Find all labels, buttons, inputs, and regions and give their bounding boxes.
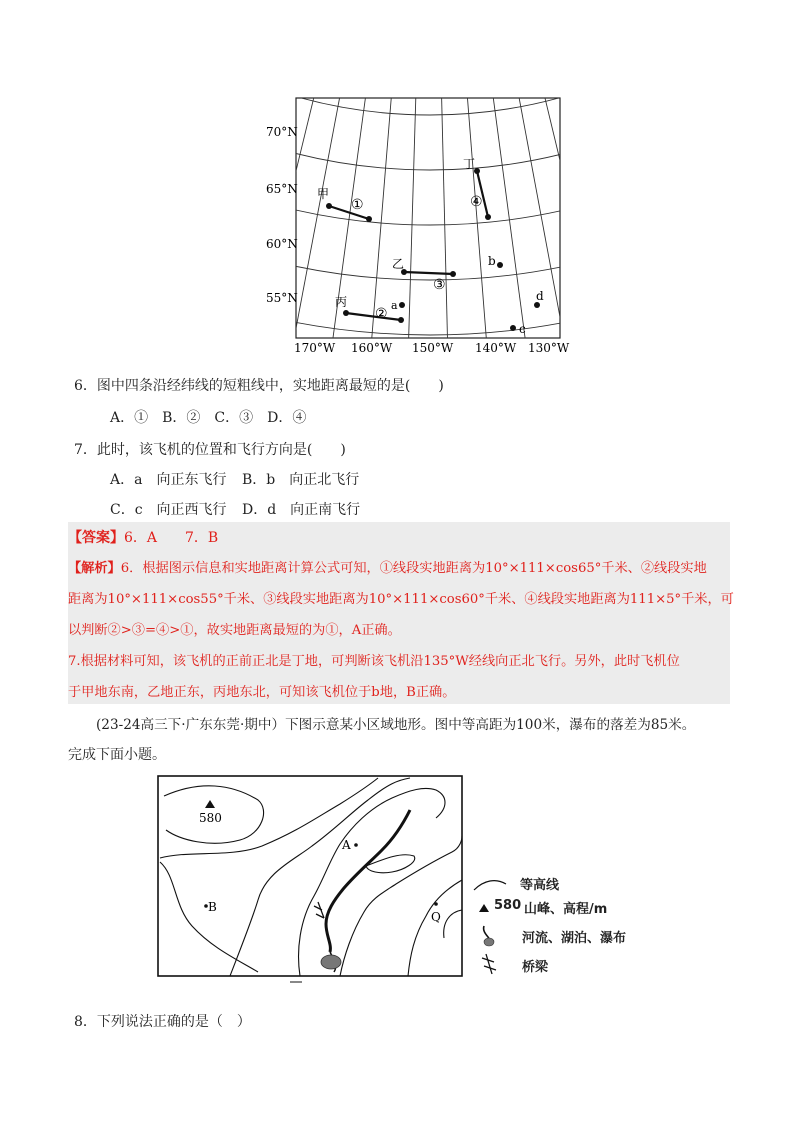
intro-line-1: (23-24高三下·广东东莞·期中）下图示意某小区域地形。图中等高距为100米，瀑布的落差为85米。: [96, 717, 696, 733]
q7-option-d: D．d 向正南飞行: [242, 502, 361, 518]
parallel-55: [250, 90, 590, 280]
contour-svg: [150, 768, 650, 988]
lat-label-55: 55°N: [266, 291, 298, 305]
point-jia: [326, 203, 332, 209]
contour-map: [150, 768, 650, 988]
contour-mid-3: [340, 836, 462, 976]
label-segment-1: ①: [351, 197, 364, 213]
legend-water-label: 河流、湖泊、瀑布: [522, 931, 627, 946]
point-jia-end: [366, 216, 372, 222]
point-q-dot: [434, 902, 438, 906]
intro-line-2: 完成下面小题。: [68, 747, 166, 763]
label-jia: 甲: [317, 187, 330, 201]
analysis-line-1: [68, 559, 707, 579]
bridge-icon: [314, 902, 324, 918]
lon-label-170: 170°W: [294, 341, 336, 355]
lat-label-65: 65°N: [266, 182, 298, 196]
q7-stem: 7．此时，该飞机的位置和飞行方向是( ): [74, 442, 346, 458]
label-point-a: A: [342, 838, 351, 852]
contour-right-1: [408, 880, 462, 976]
answer-text: 6．A 7．B: [124, 530, 219, 546]
q7-option-c: C．c 向正西飞行: [110, 502, 227, 518]
point-bing-end: [398, 317, 404, 323]
point-a: [399, 302, 405, 308]
answer-line: [68, 528, 218, 548]
label-a: a: [391, 299, 398, 312]
lon-label-140: 140°W: [475, 341, 517, 355]
analysis-line-4: 7.根据材料可知，该飞机的正前正北是丁地，可判断该飞机沿135°W经线向正北飞行。另外，此时飞机位: [68, 654, 680, 669]
answer-label: 【答案】: [68, 530, 124, 546]
graticule-map: [250, 90, 590, 360]
legend-contour-icon: [474, 881, 506, 890]
label-b: b: [488, 254, 496, 268]
label-d: d: [536, 289, 544, 303]
lon-label-160: 160°W: [351, 341, 393, 355]
legend-peak-value: 580: [494, 898, 522, 913]
contour-mid-2: [299, 788, 445, 976]
label-segment-3: ③: [433, 277, 446, 293]
q7-option-a: A．a 向正东飞行: [110, 472, 227, 488]
point-bing: [343, 310, 349, 316]
legend-lake-icon: [484, 938, 494, 946]
peak-label: 580: [199, 811, 222, 825]
legend-peak-label: 山峰、高程/m: [524, 902, 608, 917]
q8-stem: 8．下列说法正确的是（ ）: [74, 1014, 251, 1030]
label-segment-2: ②: [375, 306, 388, 322]
label-bing: 丙: [335, 295, 348, 309]
q6-options: A．① B．② C．③ D．④: [110, 410, 307, 426]
peak-triangle-icon: [205, 800, 215, 808]
legend-contour-label: 等高线: [520, 878, 560, 893]
lat-label-70: 70°N: [266, 125, 298, 139]
analysis-line-3: 以判断②>③=④>①，故实地距离最短的为①，A正确。: [68, 623, 401, 638]
point-ding-end: [485, 214, 491, 220]
parallel-65: [250, 90, 590, 170]
analysis-label: 【解析】: [68, 561, 121, 576]
label-segment-4: ④: [470, 194, 483, 210]
answer-panel: [68, 522, 730, 704]
analysis-line-5: 于甲地东南，乙地正东，丙地东北，可知该飞机位于b地，B正确。: [68, 685, 456, 700]
point-yi-end: [450, 271, 456, 277]
parallel-70: [250, 90, 590, 115]
contour-mid-1: [230, 778, 410, 976]
q6-stem: 6．图中四条沿经纬线的短粗线中，实地距离最短的是( ): [74, 378, 444, 394]
label-point-b: B: [208, 900, 217, 914]
lon-label-130: 130°W: [528, 341, 570, 355]
lon-label-150: 150°W: [412, 341, 454, 355]
legend-bridge-label: 桥梁: [522, 960, 549, 975]
lat-label-60: 60°N: [266, 237, 298, 251]
q7-option-b: B．b 向正北飞行: [242, 472, 360, 488]
legend-bridge-icon: [482, 954, 496, 974]
label-c: c: [519, 322, 526, 336]
point-c: [510, 325, 516, 331]
label-ding: 丁: [463, 157, 476, 171]
point-a-dot: [354, 843, 358, 847]
point-b: [497, 262, 503, 268]
lake: [321, 955, 341, 969]
analysis-text-1: 6．根据图示信息和实地距离计算公式可知，①线段实地距离为10°×111×cos65°千米、②线段实地: [120, 561, 707, 576]
graticule-svg: [250, 90, 590, 360]
contour-left-lower: [160, 862, 258, 972]
river: [326, 810, 410, 952]
label-point-q: Q: [431, 910, 441, 924]
analysis-line-2: 距离为10°×111×cos55°千米、③线段实地距离为10°×111×cos60°千米、④线段实地距离为111×5°千米，可: [68, 592, 734, 607]
legend-peak-icon: [479, 904, 489, 912]
contour-right-q: [444, 910, 462, 938]
contour-frame: [158, 776, 462, 976]
label-yi: 乙: [392, 257, 405, 271]
